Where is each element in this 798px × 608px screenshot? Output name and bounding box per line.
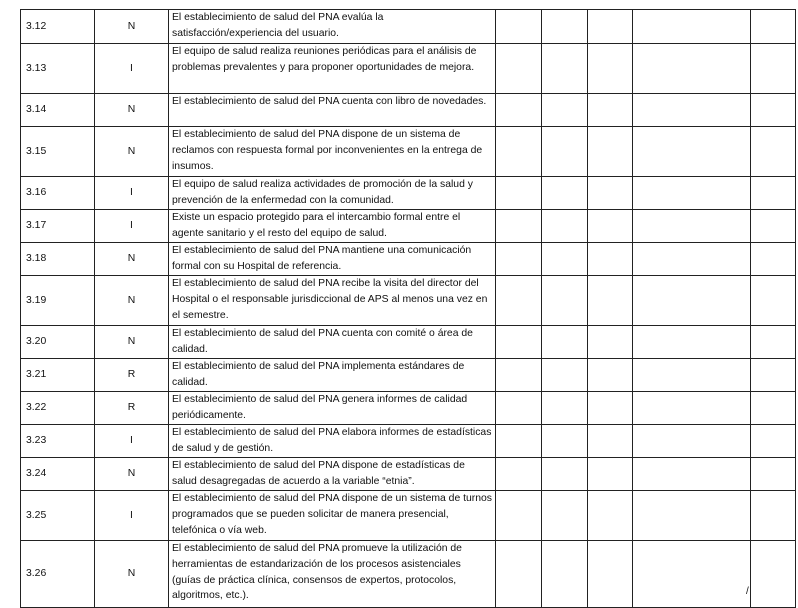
table-row (21, 458, 796, 491)
standard-code: 3.25 (21, 491, 95, 541)
standard-code: 3.14 (21, 94, 95, 127)
standard-code: 3.13 (21, 44, 95, 94)
empty-evaluation-cell (633, 425, 751, 458)
table-row (21, 210, 796, 243)
empty-evaluation-cell (633, 392, 751, 425)
standard-code: 3.23 (21, 425, 95, 458)
standard-code: 3.21 (21, 359, 95, 392)
empty-evaluation-cell (542, 127, 588, 177)
empty-evaluation-cell (751, 210, 796, 243)
empty-evaluation-cell (496, 10, 542, 44)
empty-evaluation-cell (633, 326, 751, 359)
empty-evaluation-cell (542, 326, 588, 359)
table-row (21, 44, 796, 94)
empty-evaluation-cell (496, 210, 542, 243)
empty-evaluation-cell (588, 94, 633, 127)
table-row (21, 425, 796, 458)
standard-level: N (95, 10, 169, 44)
empty-evaluation-cell (588, 44, 633, 94)
empty-evaluation-cell (588, 359, 633, 392)
table-row (21, 127, 796, 177)
standard-level: I (95, 210, 169, 243)
standard-description: El establecimiento de salud del PNA cuenta con comité o área de calidad. (169, 326, 496, 359)
empty-evaluation-cell (751, 359, 796, 392)
table-row (21, 326, 796, 359)
standard-description: El equipo de salud realiza actividades de promoción de la salud y prevención de la enfermedad con la comunidad. (169, 177, 496, 210)
standard-description: El establecimiento de salud del PNA evalúa la satisfacción/experiencia del usuario. (169, 10, 496, 44)
empty-evaluation-cell (751, 177, 796, 210)
standard-code: 3.26 (21, 541, 95, 608)
empty-evaluation-cell (633, 359, 751, 392)
empty-evaluation-cell (633, 458, 751, 491)
empty-evaluation-cell (633, 243, 751, 276)
standard-description: El equipo de salud realiza reuniones periódicas para el análisis de problemas prevalentes y para proponer oportunidades de mejora. (169, 44, 496, 94)
empty-evaluation-cell (496, 243, 542, 276)
standard-level: I (95, 491, 169, 541)
empty-evaluation-cell (588, 210, 633, 243)
standard-level: N (95, 326, 169, 359)
empty-evaluation-cell (588, 491, 633, 541)
standard-code: 3.16 (21, 177, 95, 210)
table-row (21, 243, 796, 276)
standard-level: N (95, 127, 169, 177)
standard-level: I (95, 177, 169, 210)
standard-level: N (95, 276, 169, 326)
empty-evaluation-cell (496, 326, 542, 359)
standard-code: 3.17 (21, 210, 95, 243)
empty-evaluation-cell (751, 392, 796, 425)
standards-table-wrapper (20, 9, 796, 608)
empty-evaluation-cell (633, 10, 751, 44)
empty-evaluation-cell (542, 458, 588, 491)
empty-evaluation-cell (633, 177, 751, 210)
empty-evaluation-cell (496, 392, 542, 425)
standard-level: R (95, 392, 169, 425)
empty-evaluation-cell (542, 210, 588, 243)
standard-description: El establecimiento de salud del PNA mantiene una comunicación formal con su Hospital de referencia. (169, 243, 496, 276)
table-row (21, 94, 796, 127)
standard-description: El establecimiento de salud del PNA cuenta con libro de novedades. (169, 94, 496, 127)
standard-description: El establecimiento de salud del PNA promueve la utilización de herramientas de estandarización de los procesos asistenciales (guías de práctica clínica, consensos de expertos, protocolos, algoritmos, etc.). (169, 541, 496, 608)
empty-evaluation-cell (542, 541, 588, 608)
table-row (21, 177, 796, 210)
empty-evaluation-cell (588, 243, 633, 276)
standard-code: 3.22 (21, 392, 95, 425)
empty-evaluation-cell (542, 276, 588, 326)
standard-code: 3.24 (21, 458, 95, 491)
empty-evaluation-cell (751, 44, 796, 94)
empty-evaluation-cell (751, 326, 796, 359)
table-row (21, 276, 796, 326)
table-row (21, 491, 796, 541)
empty-evaluation-cell (751, 10, 796, 44)
empty-evaluation-cell (588, 276, 633, 326)
empty-evaluation-cell (542, 425, 588, 458)
standard-description: Existe un espacio protegido para el intercambio formal entre el agente sanitario y el resto del equipo de salud. (169, 210, 496, 243)
standard-description: El establecimiento de salud del PNA genera informes de calidad periódicamente. (169, 392, 496, 425)
empty-evaluation-cell (633, 491, 751, 541)
empty-evaluation-cell (588, 392, 633, 425)
empty-evaluation-cell (588, 458, 633, 491)
standard-code: 3.19 (21, 276, 95, 326)
empty-evaluation-cell (542, 10, 588, 44)
standard-level: N (95, 94, 169, 127)
standard-level: I (95, 44, 169, 94)
empty-evaluation-cell (751, 491, 796, 541)
empty-evaluation-cell (542, 44, 588, 94)
empty-evaluation-cell (542, 94, 588, 127)
empty-evaluation-cell (542, 243, 588, 276)
empty-evaluation-cell (588, 10, 633, 44)
table-row (21, 10, 796, 44)
empty-evaluation-cell (496, 458, 542, 491)
empty-evaluation-cell (496, 359, 542, 392)
standard-description: El establecimiento de salud del PNA dispone de un sistema de turnos programados que se pueden solicitar de manera presencial, telefónica o vía web. (169, 491, 496, 541)
empty-evaluation-cell (542, 359, 588, 392)
empty-evaluation-cell (751, 541, 796, 608)
empty-evaluation-cell (751, 127, 796, 177)
page-corner-mark: / (746, 586, 749, 597)
empty-evaluation-cell (588, 177, 633, 210)
empty-evaluation-cell (633, 210, 751, 243)
standard-description: El establecimiento de salud del PNA implementa estándares de calidad. (169, 359, 496, 392)
empty-evaluation-cell (588, 541, 633, 608)
empty-evaluation-cell (588, 127, 633, 177)
empty-evaluation-cell (496, 276, 542, 326)
empty-evaluation-cell (588, 326, 633, 359)
empty-evaluation-cell (496, 127, 542, 177)
empty-evaluation-cell (751, 425, 796, 458)
empty-evaluation-cell (496, 44, 542, 94)
empty-evaluation-cell (633, 44, 751, 94)
empty-evaluation-cell (496, 425, 542, 458)
table-row (21, 392, 796, 425)
standard-level: R (95, 359, 169, 392)
standard-description: El establecimiento de salud del PNA recibe la visita del director del Hospital o el responsable jurisdiccional de APS al menos una vez en el semestre. (169, 276, 496, 326)
standard-description: El establecimiento de salud del PNA dispone de un sistema de reclamos con respuesta formal por inconvenientes en la entrega de insumos. (169, 127, 496, 177)
empty-evaluation-cell (542, 491, 588, 541)
standard-code: 3.15 (21, 127, 95, 177)
standard-level: N (95, 243, 169, 276)
empty-evaluation-cell (633, 276, 751, 326)
standard-description: El establecimiento de salud del PNA elabora informes de estadísticas de salud y de gestión. (169, 425, 496, 458)
standard-level: N (95, 458, 169, 491)
standard-level: N (95, 541, 169, 608)
empty-evaluation-cell (542, 177, 588, 210)
empty-evaluation-cell (496, 94, 542, 127)
empty-evaluation-cell (751, 276, 796, 326)
empty-evaluation-cell (588, 425, 633, 458)
standards-table (20, 9, 796, 608)
empty-evaluation-cell (633, 541, 751, 608)
empty-evaluation-cell (496, 491, 542, 541)
standard-description: El establecimiento de salud del PNA dispone de estadísticas de salud desagregadas de acuerdo a la variable “etnia”. (169, 458, 496, 491)
standard-code: 3.20 (21, 326, 95, 359)
empty-evaluation-cell (751, 243, 796, 276)
table-row (21, 359, 796, 392)
table-row (21, 541, 796, 608)
empty-evaluation-cell (542, 392, 588, 425)
empty-evaluation-cell (751, 458, 796, 491)
empty-evaluation-cell (633, 94, 751, 127)
standard-code: 3.12 (21, 10, 95, 44)
standard-level: I (95, 425, 169, 458)
standard-code: 3.18 (21, 243, 95, 276)
empty-evaluation-cell (496, 541, 542, 608)
empty-evaluation-cell (496, 177, 542, 210)
empty-evaluation-cell (633, 127, 751, 177)
empty-evaluation-cell (751, 94, 796, 127)
